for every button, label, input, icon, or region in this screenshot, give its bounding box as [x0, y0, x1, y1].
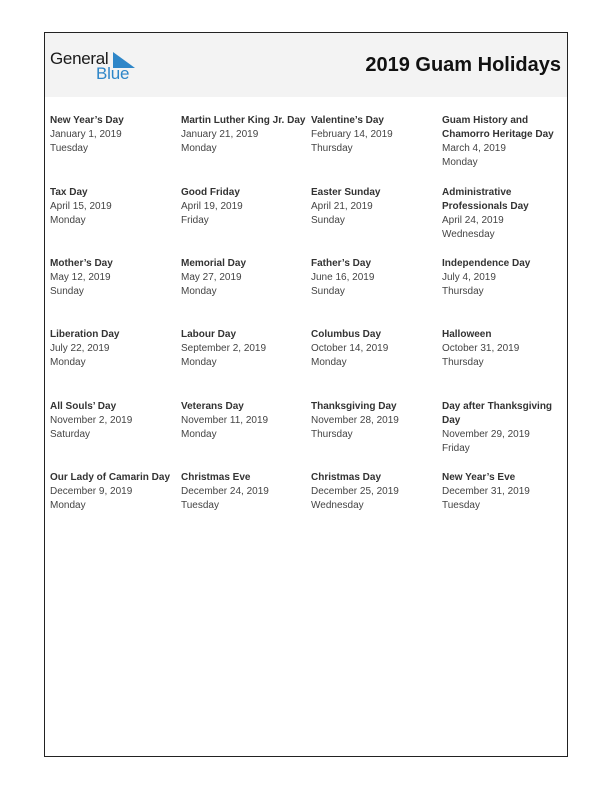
holiday-date: March 4, 2019 — [442, 143, 506, 154]
holiday-date: November 2, 2019 — [50, 415, 133, 426]
holiday-entry — [311, 471, 439, 513]
holiday-weekday: Monday — [442, 157, 478, 168]
holiday-weekday: Tuesday — [50, 143, 88, 154]
holiday-date: September 2, 2019 — [181, 343, 267, 354]
holiday-entry — [181, 400, 309, 442]
holiday-weekday: Wednesday — [311, 500, 364, 511]
holiday-name: Father’s Day — [311, 258, 372, 269]
holiday-entry — [50, 257, 178, 299]
holiday-weekday: Thursday — [442, 357, 484, 368]
holiday-entry — [50, 114, 178, 156]
holiday-name: Memorial Day — [181, 258, 247, 269]
holiday-entry — [311, 257, 439, 299]
holiday-name: Labour Day — [181, 329, 237, 340]
holiday-weekday: Friday — [442, 443, 470, 454]
holiday-entry — [442, 328, 570, 370]
holiday-entry — [311, 186, 439, 228]
holiday-name: Mother’s Day — [50, 258, 113, 269]
holiday-weekday: Monday — [50, 357, 86, 368]
holiday-date: December 24, 2019 — [181, 486, 269, 497]
logo-text-general: General — [50, 49, 109, 68]
holiday-name: Valentine’s Day — [311, 115, 384, 126]
holiday-weekday: Sunday — [311, 215, 345, 226]
holiday-entry — [50, 328, 178, 370]
holiday-weekday: Monday — [50, 215, 86, 226]
holiday-entry — [442, 186, 570, 242]
holiday-name: Independence Day — [442, 258, 531, 269]
holiday-date: May 12, 2019 — [50, 272, 111, 283]
holiday-name: New Year’s Day — [50, 115, 124, 126]
holiday-date: December 9, 2019 — [50, 486, 133, 497]
holiday-date: July 22, 2019 — [50, 343, 110, 354]
holiday-weekday: Monday — [181, 286, 217, 297]
page-title: 2019 Guam Holidays — [365, 54, 561, 76]
generalblue-logo — [50, 50, 140, 84]
holiday-date: May 27, 2019 — [181, 272, 242, 283]
holiday-name: Martin Luther King Jr. Day — [181, 115, 306, 126]
holiday-name: Easter Sunday — [311, 187, 381, 198]
holiday-weekday: Thursday — [311, 429, 353, 440]
holiday-entry — [442, 257, 570, 299]
holiday-date: December 31, 2019 — [442, 486, 530, 497]
holiday-date: June 16, 2019 — [311, 272, 375, 283]
holiday-date: April 15, 2019 — [50, 201, 112, 212]
holiday-date: November 29, 2019 — [442, 429, 530, 440]
holiday-entry — [181, 114, 309, 156]
holiday-weekday: Tuesday — [442, 500, 480, 511]
holiday-name: Columbus Day — [311, 329, 382, 340]
holiday-weekday: Monday — [181, 143, 217, 154]
holiday-name: Day after Thanksgiving Day — [442, 401, 553, 426]
holiday-weekday: Sunday — [50, 286, 84, 297]
holiday-entry — [50, 400, 178, 442]
holiday-name: Veterans Day — [181, 401, 244, 412]
holiday-weekday: Monday — [311, 357, 347, 368]
holiday-entry — [50, 471, 178, 513]
holiday-weekday: Saturday — [50, 429, 91, 440]
holiday-weekday: Tuesday — [181, 500, 219, 511]
header-band — [45, 33, 567, 97]
logo-text-blue: Blue — [96, 64, 130, 83]
holiday-weekday: Wednesday — [442, 229, 495, 240]
holiday-date: November 28, 2019 — [311, 415, 399, 426]
holiday-entry — [181, 328, 309, 370]
holiday-name: Tax Day — [50, 187, 88, 198]
holiday-entry — [442, 114, 570, 170]
holiday-weekday: Monday — [181, 357, 217, 368]
holiday-date: October 14, 2019 — [311, 343, 389, 354]
holiday-name: All Souls’ Day — [50, 401, 117, 412]
holiday-entry — [181, 186, 309, 228]
holiday-name: Halloween — [442, 329, 492, 340]
holiday-weekday: Friday — [181, 215, 209, 226]
holiday-date: April 21, 2019 — [311, 201, 373, 212]
holiday-date: February 14, 2019 — [311, 129, 393, 140]
holiday-name: Good Friday — [181, 187, 240, 198]
holiday-entry — [442, 400, 570, 456]
holiday-entry — [50, 186, 178, 228]
holiday-date: January 1, 2019 — [50, 129, 122, 140]
holiday-date: April 24, 2019 — [442, 215, 504, 226]
holiday-date: July 4, 2019 — [442, 272, 496, 283]
holiday-entry — [442, 471, 570, 513]
holiday-weekday: Monday — [181, 429, 217, 440]
holiday-name: Christmas Eve — [181, 472, 251, 483]
holiday-date: October 31, 2019 — [442, 343, 520, 354]
holiday-entry — [311, 328, 439, 370]
holiday-name: Administrative Professionals Day — [442, 187, 529, 212]
holiday-name: New Year’s Eve — [442, 472, 516, 483]
holiday-date: April 19, 2019 — [181, 201, 243, 212]
holiday-weekday: Thursday — [442, 286, 484, 297]
holiday-entry — [181, 257, 309, 299]
holiday-name: Liberation Day — [50, 329, 120, 340]
calendar-page — [44, 32, 568, 757]
holiday-name: Thanksgiving Day — [311, 401, 397, 412]
holiday-entry — [311, 114, 439, 156]
holiday-weekday: Thursday — [311, 143, 353, 154]
holiday-weekday: Monday — [50, 500, 86, 511]
holiday-name: Guam History and Chamorro Heritage Day — [442, 115, 554, 140]
holiday-date: November 11, 2019 — [181, 415, 269, 426]
holiday-name: Christmas Day — [311, 472, 382, 483]
holiday-entry — [181, 471, 309, 513]
holiday-date: January 21, 2019 — [181, 129, 259, 140]
holiday-weekday: Sunday — [311, 286, 345, 297]
holiday-entry — [311, 400, 439, 442]
holiday-name: Our Lady of Camarin Day — [50, 472, 171, 483]
holiday-date: December 25, 2019 — [311, 486, 399, 497]
